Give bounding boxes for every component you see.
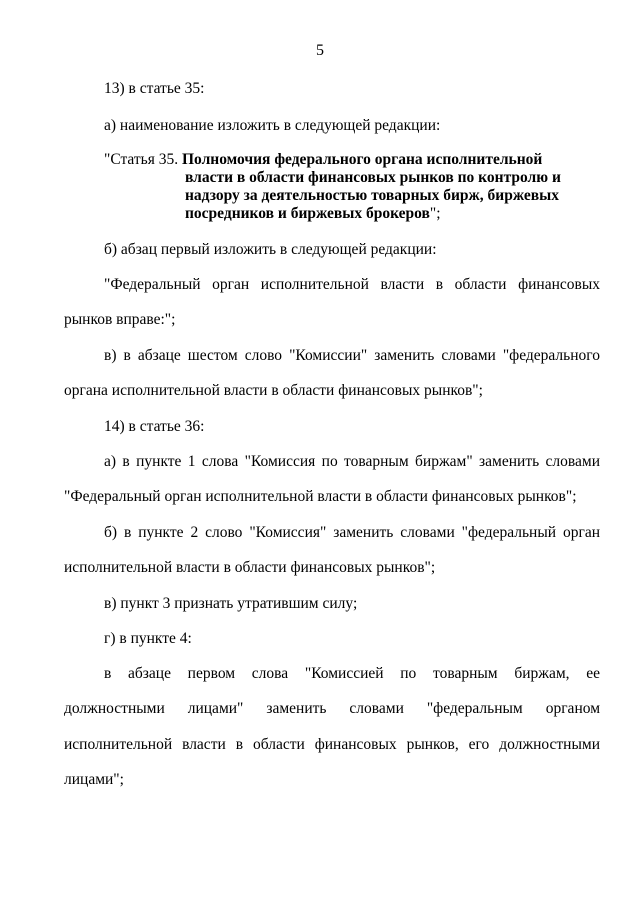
item-14-b-line-1: б) в пункте 2 слово "Комиссия" заменить словами "федеральный орган (104, 524, 600, 541)
item-13-heading: 13) в статье 35: (104, 80, 205, 97)
item-v-line-2: органа исполнительной власти в области финансовых рынков"; (64, 382, 483, 399)
article-35-title-line-4 (185, 205, 441, 223)
new-paragraph-text-line-2: рынков вправе:"; (64, 311, 176, 328)
article-35-title-end: посредников и биржевых брокеров (185, 205, 430, 222)
item-14-b-line-2: исполнительной власти в области финансовых рынков"; (64, 559, 436, 576)
article-35-title-closing: "; (429, 205, 441, 222)
article-35-title-line-2: власти в области финансовых рынков по контролю и (185, 169, 561, 186)
article-35-prefix: "Статья 35. (104, 151, 182, 168)
item-v-line-1: в) в абзаце шестом слово "Комиссии" заменить словами "федерального (104, 347, 600, 364)
new-paragraph-text-line-1: "Федеральный орган исполнительной власти в области финансовых (104, 276, 600, 293)
item-b-instruction: б) абзац первый изложить в следующей редакции: (104, 241, 437, 258)
item-14-heading: 14) в статье 36: (104, 418, 205, 435)
item-14-g-line-4: лицами"; (64, 771, 124, 788)
article-35-title-start: Полномочия федерального органа исполнительной (182, 151, 543, 168)
item-14-g-line-3: исполнительной власти в области финансовых рынков, его должностными (64, 736, 600, 753)
item-a-title-instruction: а) наименование изложить в следующей редакции: (104, 117, 441, 134)
item-14-a-line-2: "Федеральный орган исполнительной власти в области финансовых рынков"; (64, 488, 577, 505)
article-35-title-line-3: надзору за деятельностью товарных бирж, биржевых (185, 187, 559, 204)
item-14-v: в) пункт 3 признать утратившим силу; (104, 595, 358, 612)
article-35-title-line-1 (104, 151, 542, 169)
item-14-g-line-1: в абзаце первом слова "Комиссией по товарным биржам, ее (104, 665, 600, 682)
page-number: 5 (316, 42, 324, 59)
item-14-a-line-1: а) в пункте 1 слова "Комиссия по товарным биржам" заменить словами (104, 453, 600, 470)
item-14-g: г) в пункте 4: (104, 630, 192, 647)
item-14-g-line-2: должностными лицами" заменить словами "федеральным органом (64, 700, 600, 717)
